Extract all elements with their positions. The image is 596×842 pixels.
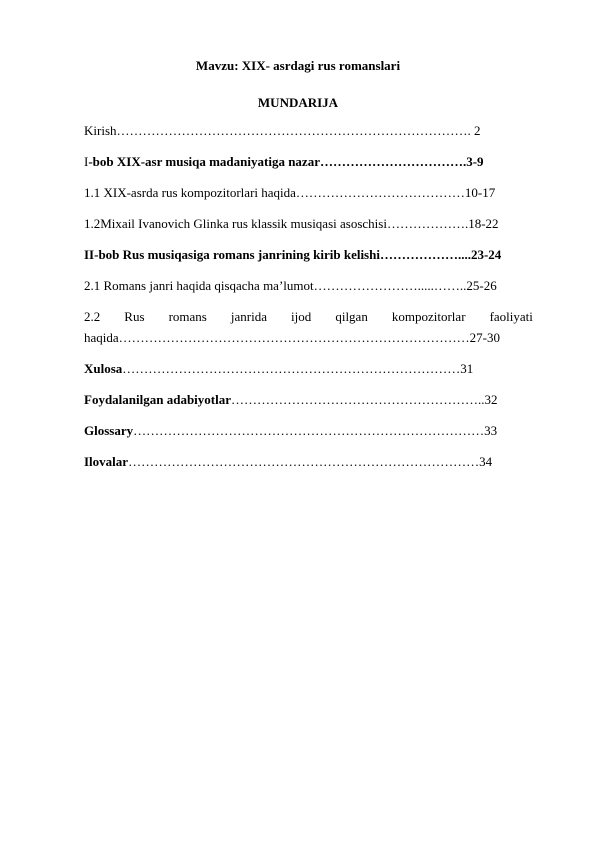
toc-word: ijod [291,309,312,324]
toc-entry-chapter-1 [84,154,484,170]
toc-entry-adabiyotlar [84,392,498,408]
toc-entry-2-1: 2.1 Romans janri haqida qisqacha ma’lumot…………………….....……..25-26 [84,278,497,293]
toc-heading: MUNDARIJA [257,95,339,110]
toc-entry-1-2: 1.2Mixail Ivanovich Glinka rus klassik musiqasi asoschisi……………….18-22 [84,216,499,231]
toc-word: kompozitorlar [391,309,466,324]
toc-entry-kirish: Kirish………………………………………………………………………. 2 [84,123,481,138]
toc-word: romans [168,309,207,324]
toc-entry-xulosa [84,361,473,377]
toc-word: janrida [230,309,267,324]
toc-entry-ilovalar-dots: ………………………………………………………………………34 [128,454,493,469]
toc-entry-2-2 [84,309,533,325]
toc-entry-ilovalar [84,454,492,470]
toc-entry-adabiyotlar-label: Foydalanilgan adabiyotlar [84,392,231,407]
document-title: Mavzu: XIX- asrdagi rus romanslari [195,58,401,73]
toc-entry-xulosa-dots: ……………………………………………………………………31 [122,361,474,376]
toc-word: qilgan [335,309,368,324]
toc-entry-adabiyotlar-dots: …………………………………………………..32 [231,392,498,407]
toc-entry-glossary [84,423,497,439]
toc-word: faoliyati [489,309,533,324]
toc-entry-chapter-1-prefix: I [84,154,89,169]
toc-entry-1-1: 1.1 XIX-asrda rus kompozitorlari haqida…………………………………10-17 [84,185,496,200]
toc-word: 2.2 [84,309,101,324]
toc-entry-xulosa-label: Xulosa [84,361,123,376]
toc-entry-2-2-continuation: haqida………………………………………………………………………27-30 [84,330,500,345]
toc-entry-glossary-dots: ………………………………………………………………………33 [133,423,498,438]
toc-entry-chapter-2: II-bob Rus musiqasiga romans janrining kirib kelishi………………....23-24 [84,247,502,262]
toc-entry-chapter-1-text: -bob XIX-asr musiqa madaniyatiga nazar…………………………….3-9 [88,154,484,169]
toc-entry-glossary-label: Glossary [84,423,134,438]
toc-word: Rus [124,309,145,324]
toc-entry-ilovalar-label: Ilovalar [84,454,129,469]
